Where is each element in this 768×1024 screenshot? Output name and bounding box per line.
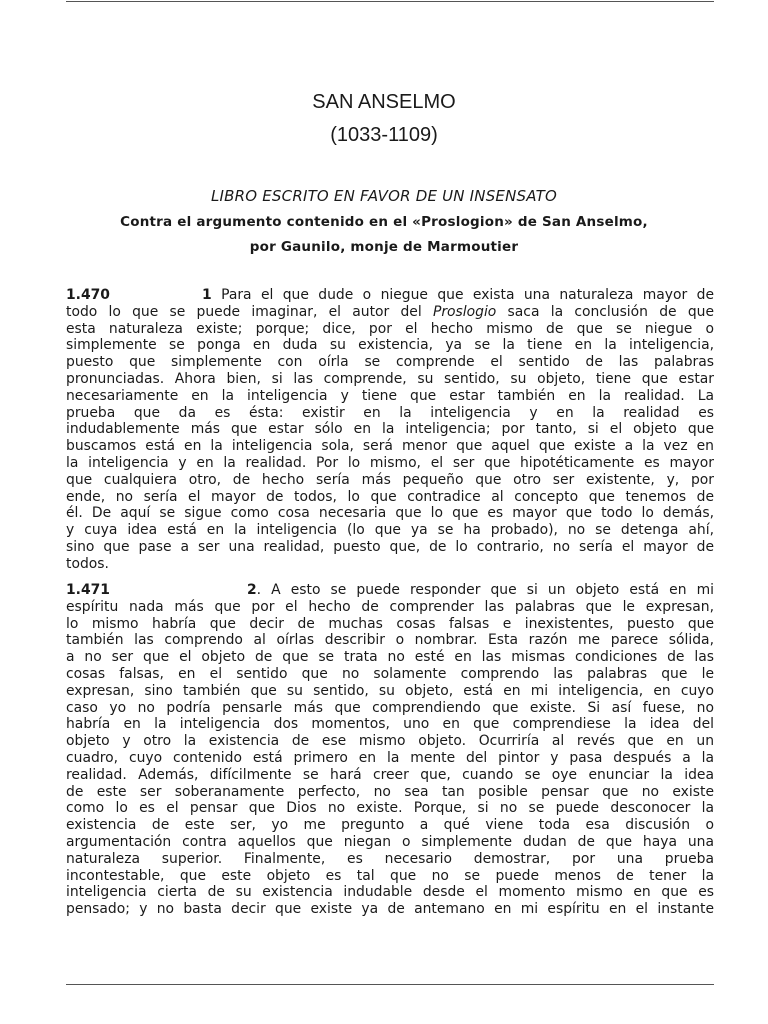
paragraph-1-line: la inteligencia y en la realidad. Por lo mismo, el ser que hipotéticamente es mayor bbox=[66, 454, 714, 471]
paragraph-1-line: esta naturaleza existe; porque; dice, por el hecho mismo de que se niegue o bbox=[66, 320, 714, 337]
paragraph-1-line: prueba que da es ésta: existir en la inteligencia y en la realidad es bbox=[66, 404, 714, 421]
author-years: (1033-1109) bbox=[330, 124, 438, 146]
paragraph-2-line bbox=[66, 582, 714, 599]
paragraph-1-line bbox=[66, 304, 714, 321]
paragraph-number: 2 bbox=[247, 582, 257, 598]
work-subtitle-line-1: Contra el argumento contenido en el «Proslogion» de San Anselmo, bbox=[120, 214, 648, 230]
paragraph-ref: 1.470 bbox=[66, 287, 110, 303]
paragraph-1 bbox=[66, 287, 714, 573]
author-heading: SAN ANSELMO bbox=[312, 91, 456, 113]
paragraph-2-line: habría en la inteligencia dos momentos, uno en que comprendiese la idea del bbox=[66, 716, 714, 733]
paragraph-2-line: inteligencia cierta de su existencia indudable desde el momento mismo en que es bbox=[66, 884, 714, 901]
paragraph-1-line: él. De aquí se sigue como cosa necesaria que lo que es mayor que todo lo demás, bbox=[66, 505, 714, 522]
paragraph-1-line: indudablemente más que estar sólo en la inteligencia; por tanto, si el objeto que bbox=[66, 421, 714, 438]
bottom-rule bbox=[66, 984, 714, 985]
text-segment: saca la conclusión de que bbox=[496, 303, 714, 320]
paragraph-2-line: realidad. Además, difícilmente se hará creer que, cuando se oye enunciar la idea bbox=[66, 766, 714, 783]
paragraph-2-line: incontestable, que este objeto es tal que no se puede menos de tener la bbox=[66, 867, 714, 884]
paragraph-ref: 1.471 bbox=[66, 582, 110, 598]
paragraph-1-line: y cuya idea está en la inteligencia (lo que ya se ha probado), no se detenga ahí, bbox=[66, 522, 714, 539]
paragraph-2-line: también las comprendo al oírlas describir o nombrar. Esta razón me parece sólida, bbox=[66, 632, 714, 649]
paragraph-1-first-line: Para el que dude o niegue que exista una naturaleza mayor de bbox=[211, 287, 714, 303]
work-reference-proslogio: Proslogio bbox=[432, 303, 497, 320]
paragraph-1-line: todos. bbox=[66, 555, 109, 572]
paragraph-2-line: cuadro, cuyo contenido está primero en la mente del pintor y pasa después a la bbox=[66, 749, 714, 766]
paragraph-2-line: argumentación contra aquellos que niegan o simplemente dudan de que haya una bbox=[66, 833, 714, 850]
paragraph-2-line: pensado; y no basta decir que existe ya de antemano en mi espíritu en el instante bbox=[66, 901, 714, 918]
paragraph-2-line: lo mismo habría que decir de muchas cosas falsas e inexistentes, puesto que bbox=[66, 615, 714, 632]
paragraph-1-line: necesariamente en la inteligencia y tiene que estar también en la realidad. La bbox=[66, 387, 714, 404]
paragraph-2-line: expresan, sino también que su sentido, su objeto, está en mi inteligencia, en cuyo bbox=[66, 682, 714, 699]
paragraph-2-line: naturaleza superior. Finalmente, es necesario demostrar, por una prueba bbox=[66, 850, 714, 867]
paragraph-2-line: a no ser que el objeto de que se trata no esté en las mismas condiciones de las bbox=[66, 649, 714, 666]
work-subtitle-line-2: por Gaunilo, monje de Marmoutier bbox=[249, 239, 519, 255]
paragraph-2-line: como lo es el pensar que Dios no existe. Porque, si no se puede desconocer la bbox=[66, 800, 714, 817]
paragraph-1-line: ende, no sería el mayor de todos, lo que contradice al concepto que tenemos de bbox=[66, 488, 714, 505]
paragraph-2-line: espíritu nada más que por el hecho de comprender las palabras que le expresan, bbox=[66, 598, 714, 615]
work-title: LIBRO ESCRITO EN FAVOR DE UN INSENSATO bbox=[210, 187, 557, 205]
paragraph-2-first-line: . A esto se puede responder que si un objeto está en mi bbox=[256, 582, 714, 598]
paragraph-2-line: caso yo no podría pensarle más que comprendiendo que existe. Si así fuese, no bbox=[66, 699, 714, 716]
top-rule bbox=[66, 1, 714, 2]
paragraph-2 bbox=[66, 582, 714, 918]
paragraph-2-line: cosas falsas, en el sentido que no solamente comprendo las palabras que le bbox=[66, 665, 714, 682]
paragraph-1-line: que cualquiera otro, de hecho sería más pequeño que otro ser existente, y, por bbox=[66, 471, 714, 488]
paragraph-1-line: pronunciadas. Ahora bien, si las comprende, su sentido, su objeto, tiene que estar bbox=[66, 370, 714, 387]
paragraph-1-line: buscamos está en la inteligencia sola, será menor que aquel que existe a la vez en bbox=[66, 438, 714, 455]
paragraph-number: 1 bbox=[202, 287, 212, 303]
paragraph-1-line: simplemente se ponga en duda su existencia, ya se la tiene en la inteligencia, bbox=[66, 337, 714, 354]
paragraph-1-line: puesto que simplemente con oírla se comprende el sentido de las palabras bbox=[66, 354, 714, 371]
paragraph-1-line bbox=[66, 287, 714, 304]
text-segment: todo lo que se puede imaginar, el autor del bbox=[66, 303, 433, 320]
paragraph-1-line: sino que pase a ser una realidad, puesto que, de lo contrario, no sería el mayor de bbox=[66, 538, 714, 555]
paragraph-2-line: objeto y otro la existencia de ese mismo objeto. Ocurriría al revés que en un bbox=[66, 733, 714, 750]
paragraph-2-line: de este ser soberanamente perfecto, no sea tan posible pensar que no existe bbox=[66, 783, 714, 800]
paragraph-2-line: existencia de este ser, yo me pregunto a qué viene toda esa discusión o bbox=[66, 817, 714, 834]
